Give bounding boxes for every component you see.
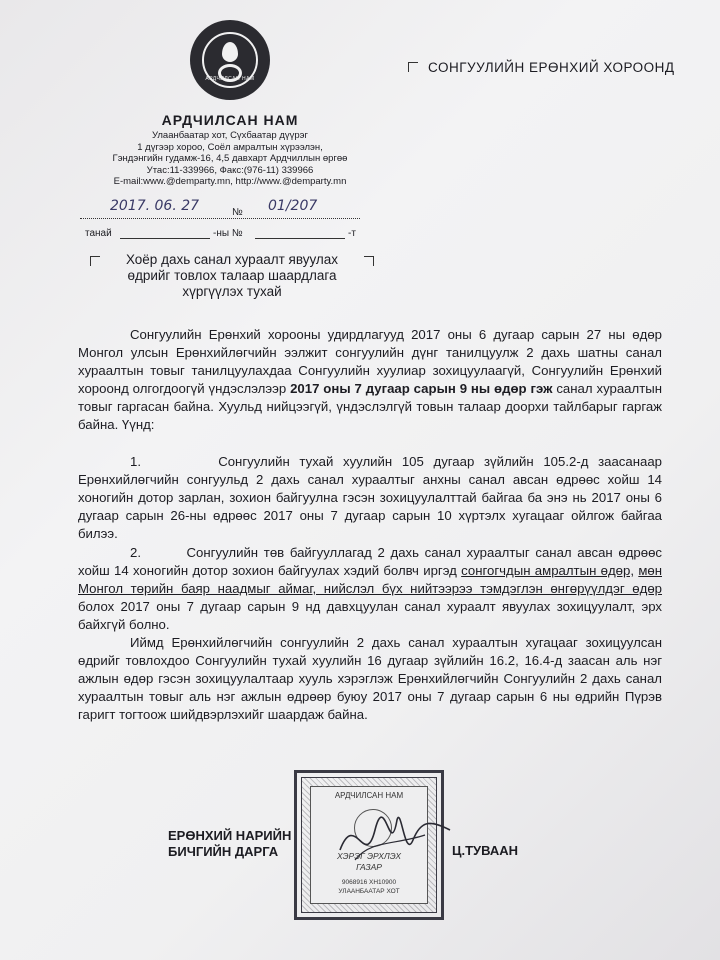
torch-flame-icon (222, 42, 238, 62)
address-line: E-mail:www.@demparty.mn, http://www.@demparty.mn (113, 176, 347, 187)
logo-text: АРДЧИЛСАН НАМ (205, 76, 255, 82)
address-line: Утас:11-339966, Факс:(976-11) 339966 (146, 164, 314, 176)
reply-blank (255, 238, 345, 239)
recipient: СОНГУУЛИЙН ЕРӨНХИЙ ХОРООНД (428, 60, 675, 75)
subject-heading: Хоёр дахь санал хураалт явуулах өдрийг товлох талаар шаардлага хүргүүлэх тухай (125, 252, 339, 299)
reply-prefix: танай (85, 228, 112, 239)
address-corner-mark (408, 62, 418, 72)
body-paragraph-1: Сонгуулийн Ерөнхий хорооны удирдлагууд 2017 оны 6 дугаар сарын 27 ны өдөр Монгол улсын Ерөнхийлөгчийн ээлжит сонгуулийн дүнг танилцуулж 2 дахь шатны санал хураалтын товыг танилцуулахдаа Сонгуулийн хуулиар зохицуулаагүй, Сонгуулийн Ерөнхий хороонд олгогдоогүй үндэслэлээр 2017 оны 7 дугаар сарын 9 ны өдөр гэж санал хураалтын товыг гаргасан байна. Хуульд нийцээгүй, үндэслэлгүй товын талаар доорхи тайлбарыг гаргаж байна. Үүнд: (78, 327, 663, 432)
list-item-1: 1. Сонгуулийн тухай хуулийн 105 дугаар зүйлийн 105.2-д заасанаар Ерөнхийлөгчийн сонгуульд 2 дахь санал хураалтыг анхны санал авсан өдрөөс хойш 14 хоногийн дотор зарлан, зохион байгуулна гэсэн зохицуулалттай байгаа ба энэ нь 2017 оны 6 дугаар сарын 26-ны өдрөөс 2017 оны 7 дугаар сарын 10 хүртэлх хугацааг ойлгож байгаа билээ. (78, 454, 662, 541)
subject-corner-mark (90, 256, 100, 266)
item-number: 2. (130, 545, 141, 560)
stamp-city: УЛААНБААТАР ХОТ (338, 888, 400, 895)
handwritten-number: 01/207 (268, 198, 318, 214)
subject-corner-mark (364, 256, 374, 266)
address-line: Улаанбаатар хот, Сүхбаатар дүүрэг (151, 130, 308, 141)
handwritten-signature (335, 800, 455, 880)
list-item-2: 2. Сонгуулийн төв байгууллагад 2 дахь санал хураалтыг санал авсан өдрөөс хойш 14 хоногийн дотор зохион байгуулах хэдий болвч иргэд сонгогчдын амралтын өдөр, мөн Монгол төрийн баяр наадмыг аймаг, нийслэл бүх нийтээрээ тэмдэглэн өнгөрүүлдэг өдөр болох 2017 оны 7 дугаар сарын 9 нд давхцуулан санал хураалт явуулах зохицуулалт, эрх байхгүй болно. (78, 545, 663, 632)
item-number: 1. (130, 454, 141, 469)
signatory-title: ЕРӨНХИЙ НАРИЙН БИЧГИЙН ДАРГА (168, 828, 292, 859)
stamp-line: ХЭРЭГ ЭРХЛЭХ (336, 851, 402, 861)
party-logo (190, 20, 270, 100)
address-line: Гэндэнгийн гудамж-16, 4,5 давхарт Ардчиллын өргөө (112, 153, 348, 164)
underlined-text: мөн Монгол төрийн баяр наадмыг аймаг, нийслэл бүх нийтээрээ тэмдэглэн өнгөрүүлдэг өдөр (78, 563, 662, 596)
body-paragraph-final: Иймд Ерөнхийлөгчийн сонгуулийн 2 дахь санал хураалтын хугацааг зохицуулсан өдрийг товлохдоо Сонгуулийн тухай хуулийн 16 дугаар зүйлийн 16.2, 16.4-д заасан аль нэг ажлын өдөр гэсэн зохицуулалтаар хууль хэрэглэж Ерөнхийлөгчийн Сонгуулийн 2 дахь санал хураалтын товыг аль нэг ажлын өдрөөр буюу 2017 оны 7 дугаар сарын 6 ны өдрийн Пүрэв гаригт тогтоож шийдвэрлэхийг шаардаж байна. (78, 635, 662, 722)
stamp-codes: 9068916 ХН10900 (341, 879, 397, 886)
number-label: № (232, 207, 243, 218)
handwritten-date: 2017. 06. 27 (110, 198, 200, 214)
reply-mid: -ны № (213, 228, 243, 239)
party-name: АРДЧИЛСАН НАМ (161, 112, 299, 128)
bold-date: 2017 оны 7 дугаар сарын 9 ны өдөр гэж (290, 381, 553, 396)
reply-suffix: -т (348, 228, 356, 239)
underlined-text: сонгогчдын амралтын өдөр, (461, 563, 635, 578)
signatory-name: Ц.ТУВААН (452, 843, 519, 858)
address-line: 1 дүгээр хороо, Соёл амралтын хүрээлэн, (137, 141, 323, 153)
stamp-line: ГАЗАР (356, 862, 382, 872)
stamp-top-text: АРДЧИЛСАН НАМ (334, 791, 404, 800)
reply-blank (120, 238, 210, 239)
